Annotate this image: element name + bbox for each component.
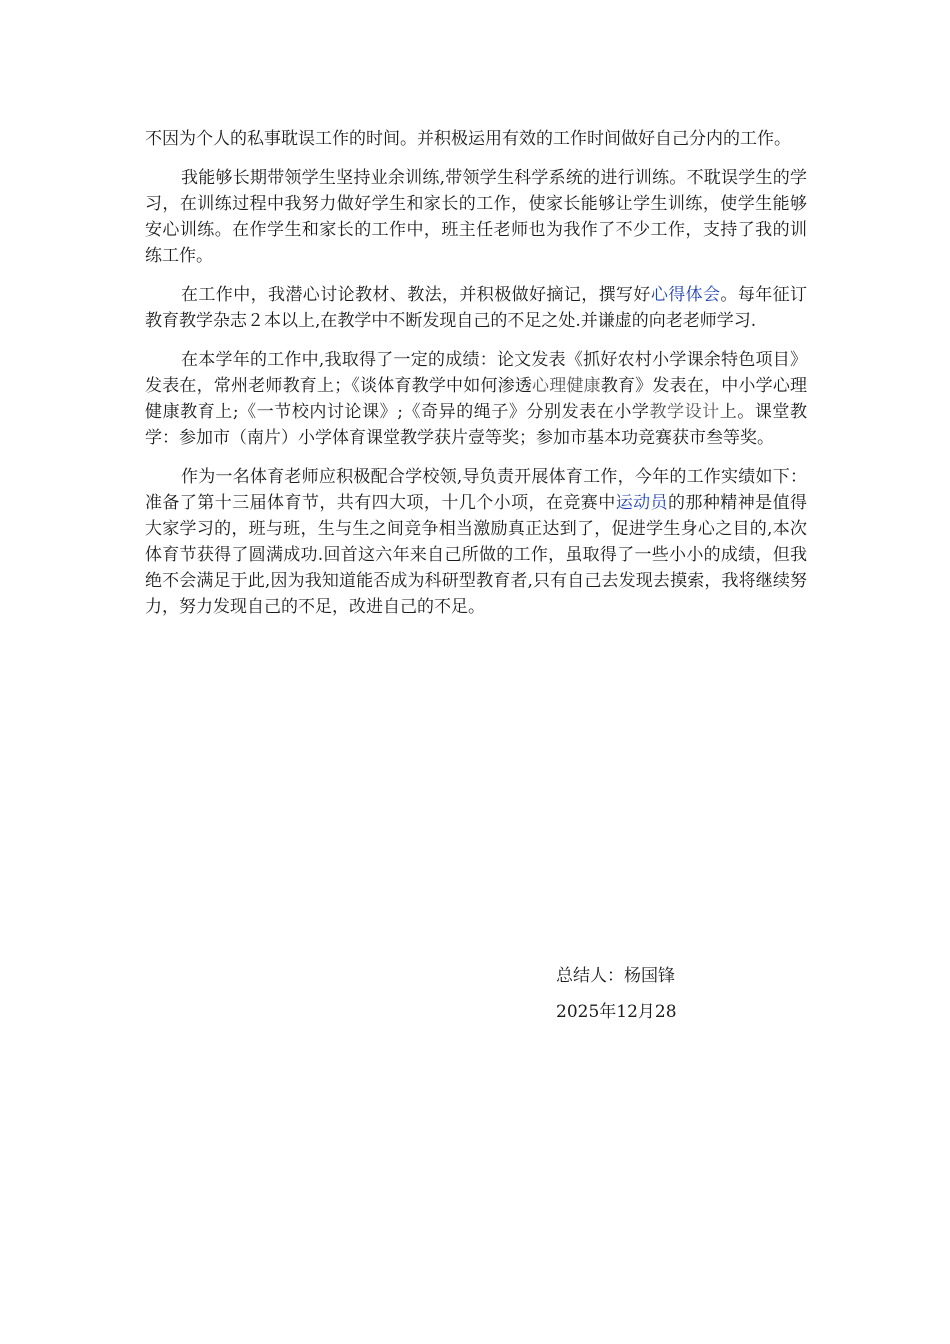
- link-yundongyuan[interactable]: 运动员: [615, 493, 668, 513]
- paragraph-4-text-1: 在本学年的工作中,我取得了一定的成绩：论文发表《抓好农村小学课余特色项目》发表在，常州老师教育上；《谈体育教学中如何渗透: [145, 350, 807, 396]
- paragraph-4-text-2: 教育》发表在，中小学心理健康教育上;《一节校内讨论课》;《奇异的绳子》分别发表在小学: [145, 376, 808, 422]
- signature-date: 2025年12月28: [556, 1002, 677, 1022]
- paragraph-4-muted-1: 心理健康: [532, 376, 601, 396]
- link-xinde-tihui[interactable]: 心得体会: [650, 285, 721, 305]
- document-body: [145, 126, 807, 633]
- signature-block: [556, 963, 677, 1035]
- signature-author: 总结人：杨国锋: [556, 966, 675, 986]
- paragraph-5-text-before: 作为一名体育老师应积极配合学校领,导负责开展体育工作，今年的工作实绩如下：准备了第十三届体育节，共有四大项，十几个小项，在竞赛中: [145, 467, 807, 513]
- paragraph-2-text: 我能够长期带领学生坚持业余训练,带领学生科学系统的进行训练。不耽误学生的学习，在训练过程中我努力做好学生和家长的工作，使家长能够让学生训练，使学生能够安心训练。在作学生和家长的工作中，班主任老师也为我作了不少工作，支持了我的训练工作。: [145, 168, 807, 266]
- paragraph-4-text-3: 上。课堂教学：参加市（南片）小学体育课堂教学获片壹等奖；参加市基本功竞赛获市叁等奖。: [145, 402, 808, 448]
- paragraph-4: [145, 347, 807, 451]
- paragraph-3: [145, 282, 807, 334]
- paragraph-3-text-after: 。每年征订教育教学杂志２本以上,在教学中不断发现自己的不足之处.并谦虚的向老老师学习.: [145, 285, 808, 331]
- paragraph-5-text-after: 的那种精神是值得大家学习的，班与班，生与生之间竞争相当激励真正达到了，促进学生身心之目的,本次体育节获得了圆满成功.回首这六年来自己所做的工作，虽取得了一些小小的成绩，但我绝不会满足于此,因为我知道能否成为科研型教育者,只有自己去发现去摸索，我将继续努力，努力发现自己的不足，改进自己的不足。: [145, 493, 808, 617]
- paragraph-5: [145, 464, 807, 620]
- paragraph-1: [145, 126, 807, 152]
- paragraph-2: [145, 165, 807, 269]
- paragraph-4-muted-2: 教学设计: [649, 402, 720, 422]
- paragraph-1-text: 不因为个人的私事耽误工作的时间。并积极运用有效的工作时间做好自己分内的工作。: [145, 129, 791, 149]
- paragraph-3-text-before: 在工作中，我潜心讨论教材、教法，并积极做好摘记，撰写好: [181, 285, 651, 305]
